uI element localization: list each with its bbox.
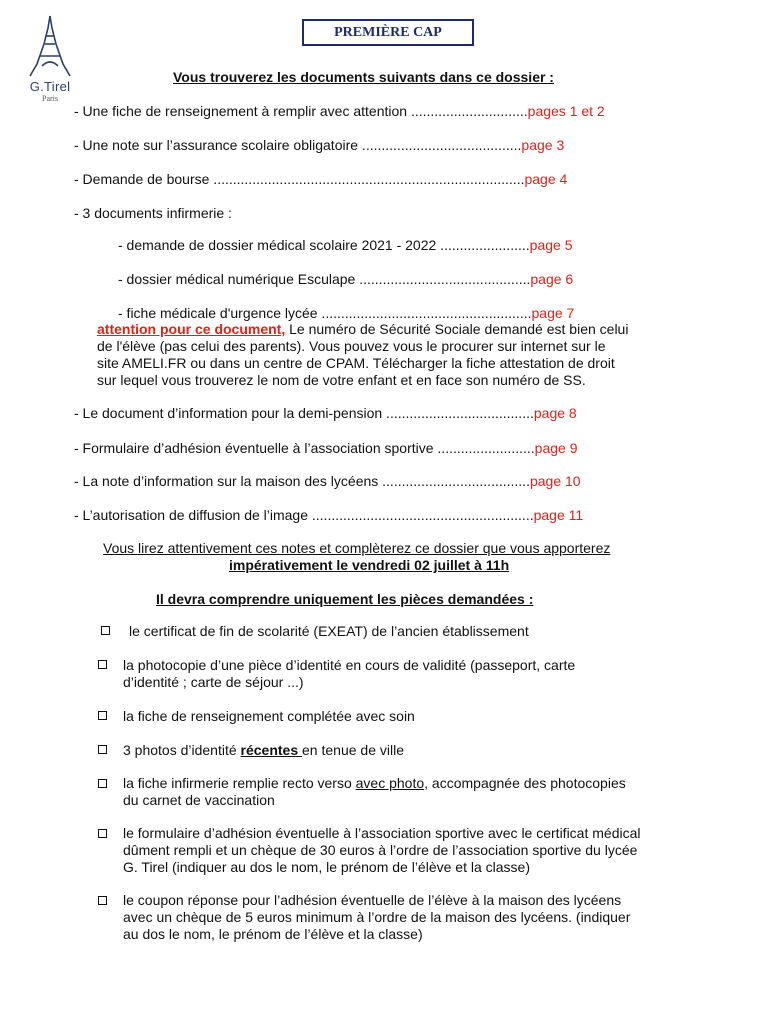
eiffel-tower-icon	[22, 14, 78, 78]
attention-label: attention pour ce document,	[97, 321, 286, 337]
checkbox[interactable]	[98, 896, 107, 905]
list-item-page: page 10	[529, 473, 581, 489]
checklist-item	[123, 657, 575, 691]
attention-note	[97, 321, 628, 389]
checklist-line: la photocopie d’une pièce d’identité en cours de validité (passeport, carte	[123, 657, 576, 673]
checkbox[interactable]	[98, 745, 107, 754]
checklist-item	[123, 825, 641, 876]
deadline-line: Vous lirez attentivement ces notes et complèterez ce dossier que vous apporterez	[103, 540, 611, 556]
page-title: PREMIÈRE CAP	[302, 19, 474, 46]
list-item-page: page 3	[521, 137, 565, 153]
list-item-text: - Une fiche de renseignement à remplir avec attention ..............................	[74, 103, 528, 119]
intro-heading: Vous trouverez les documents suivants dans ce dossier :	[173, 69, 554, 85]
checklist-item	[123, 742, 404, 759]
checklist-item	[123, 892, 630, 943]
checklist-line: dûment rempli et un chèque de 30 euros à l’ordre de l’association sportive du lycée	[123, 842, 638, 858]
attention-line: sur lequel vous trouverez le nom de votre enfant et en face son numéro de SS.	[97, 372, 586, 388]
sub-list-item	[118, 237, 572, 254]
school-logo	[22, 14, 78, 104]
checklist-line: le coupon réponse pour l’adhésion éventuelle de l’élève à la maison des lycéens	[123, 892, 622, 908]
sub-list-item-page: page 5	[529, 237, 573, 253]
deadline-date: impérativement le vendredi 02 juillet à 11h	[229, 557, 510, 573]
checklist-line: la fiche de renseignement complétée avec soin	[123, 708, 415, 724]
sub-list-item-text: - demande de dossier médical scolaire 2021 - 2022 .......................	[118, 237, 530, 253]
list-item	[74, 473, 581, 490]
pieces-heading: Il devra comprendre uniquement les pièces demandées :	[156, 591, 534, 607]
list-item-text: - L’autorisation de diffusion de l’image .........................................................	[74, 507, 534, 523]
checklist-line: du carnet de vaccination	[123, 792, 275, 808]
list-item-text: - 3 documents infirmerie :	[74, 205, 232, 221]
checklist-item	[123, 775, 626, 809]
checklist-text: 3 photos d’identité	[123, 742, 241, 758]
checkbox[interactable]	[101, 626, 110, 635]
checklist-emphasis: récentes	[240, 742, 303, 758]
list-item	[74, 507, 583, 524]
sub-list-item-text: - fiche médicale d'urgence lycée ......................................................	[118, 305, 532, 321]
sub-list-item	[118, 305, 574, 322]
checklist-item	[123, 708, 415, 725]
list-item-page: page 9	[534, 440, 578, 456]
checklist-line: le certificat de fin de scolarité (EXEAT) de l’ancien établissement	[129, 623, 529, 639]
checklist-line: d’identité ; carte de séjour ...)	[123, 674, 304, 690]
logo-brand: G.Tirel	[29, 79, 71, 94]
list-item-text: - Le document d’information pour la demi-pension ......................................	[74, 405, 534, 421]
checkbox[interactable]	[98, 779, 107, 788]
list-item-text: - La note d’information sur la maison des lycéens ......................................	[74, 473, 530, 489]
list-item-page: page 11	[533, 507, 584, 523]
attention-line: Le numéro de Sécurité Sociale demandé est bien celui	[285, 321, 629, 337]
list-item-page: page 8	[533, 405, 577, 421]
logo-city: Paris	[42, 94, 58, 103]
list-item-text: - Une note sur l’assurance scolaire obligatoire .........................................	[74, 137, 522, 153]
list-item-text: - Demande de bourse ................................................................................	[74, 171, 525, 187]
attention-line: de l'élève (pas celui des parents). Vous pouvez vous le procurer sur internet sur le	[97, 338, 606, 354]
sub-list-item-page: page 7	[531, 305, 575, 321]
checkbox[interactable]	[98, 711, 107, 720]
list-item-page: pages 1 et 2	[527, 103, 605, 119]
sub-list-item	[118, 271, 573, 288]
checklist-line: avec un chèque de 5 euros minimum à l’ordre de la maison des lycéens. (indiquer	[123, 909, 631, 925]
list-item	[74, 205, 232, 222]
list-item	[74, 440, 577, 457]
list-item-text: - Formulaire d’adhésion éventuelle à l’association sportive .........................	[74, 440, 535, 456]
checklist-text: en tenue de ville	[302, 742, 404, 758]
checklist-line: G. Tirel (indiquer au dos le nom, le prénom de l’élève et la classe)	[123, 859, 530, 875]
list-item	[74, 405, 577, 422]
checkbox[interactable]	[98, 660, 107, 669]
checklist-line: le formulaire d’adhésion éventuelle à l’association sportive avec le certificat médical	[123, 825, 641, 841]
checklist-line: au dos le nom, le prénom de l’élève et la classe)	[123, 926, 423, 942]
list-item	[74, 103, 605, 120]
attention-line: site AMELI.FR ou dans un centre de CPAM. Télécharger la fiche attestation de droit	[97, 355, 615, 371]
checklist-emphasis: avec photo	[355, 775, 425, 791]
list-item	[74, 171, 567, 188]
list-item-page: page 4	[524, 171, 568, 187]
list-item	[74, 137, 564, 154]
checklist-item	[129, 623, 529, 640]
sub-list-item-text: - dossier médical numérique Esculape ............................................	[118, 271, 531, 287]
checkbox[interactable]	[98, 829, 107, 838]
checklist-text: , accompagnée des photocopies	[424, 775, 626, 791]
sub-list-item-page: page 6	[530, 271, 574, 287]
checklist-text: la fiche infirmerie remplie recto verso	[123, 775, 356, 791]
